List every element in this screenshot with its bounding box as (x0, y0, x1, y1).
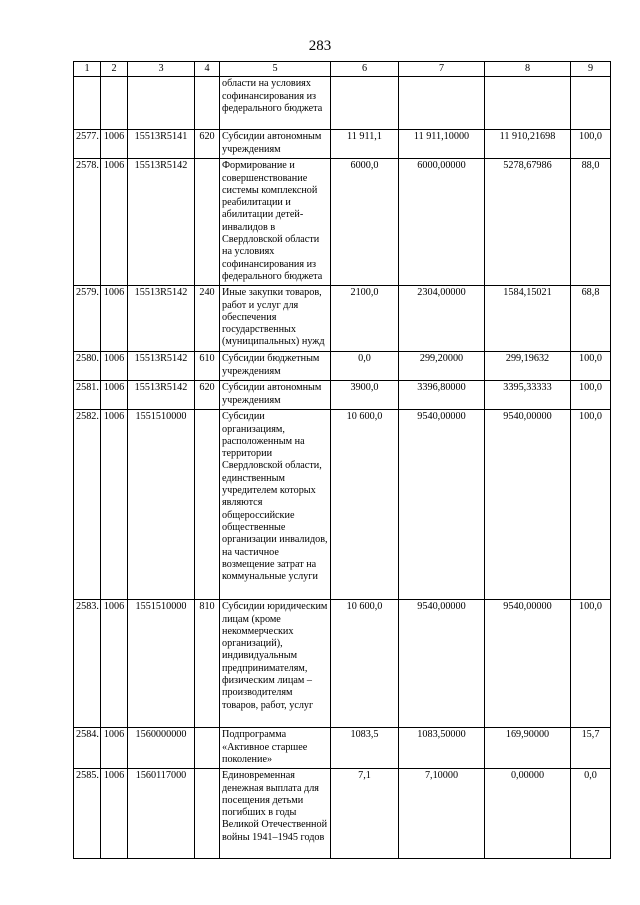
column-header: 3 (128, 62, 195, 77)
table-row (74, 77, 611, 130)
updated-amount: 9540,00000 (399, 410, 485, 600)
expense-type-code (195, 77, 220, 130)
executed-amount: 169,90000 (485, 728, 571, 769)
row-number: 2580. (74, 352, 101, 381)
execution-percent: 88,0 (571, 159, 611, 286)
section-code: 1006 (101, 159, 128, 286)
column-header: 9 (571, 62, 611, 77)
column-header: 2 (101, 62, 128, 77)
executed-amount: 1584,15021 (485, 286, 571, 352)
column-header: 7 (399, 62, 485, 77)
section-code: 1006 (101, 352, 128, 381)
planned-amount: 10 600,0 (331, 600, 399, 728)
item-name: Формирование и совершенствование системы комплексной реабилитации и абилитации детей-инвалидов в Свердловской области на условиях софинансирования из федерального бюджета (220, 159, 331, 286)
execution-percent: 100,0 (571, 130, 611, 159)
expense-type-code (195, 769, 220, 859)
table-row (74, 286, 611, 352)
updated-amount (399, 77, 485, 130)
target-article-code: 15513R5141 (128, 130, 195, 159)
item-name: Субсидии юридическим лицам (кроме некоммерческих организаций), индивидуальным предпринимателям, физическим лицам – производителям товаров, работ, услуг (220, 600, 331, 728)
target-article-code: 15513R5142 (128, 286, 195, 352)
execution-percent (571, 77, 611, 130)
updated-amount: 7,10000 (399, 769, 485, 859)
executed-amount: 3395,33333 (485, 381, 571, 410)
planned-amount: 10 600,0 (331, 410, 399, 600)
expense-type-code: 240 (195, 286, 220, 352)
execution-percent: 0,0 (571, 769, 611, 859)
planned-amount: 1083,5 (331, 728, 399, 769)
row-number: 2577. (74, 130, 101, 159)
column-header: 5 (220, 62, 331, 77)
execution-percent: 15,7 (571, 728, 611, 769)
section-code: 1006 (101, 410, 128, 600)
column-header: 1 (74, 62, 101, 77)
item-name: Подпрограмма «Активное старшее поколение» (220, 728, 331, 769)
executed-amount: 9540,00000 (485, 410, 571, 600)
table-row (74, 130, 611, 159)
updated-amount: 9540,00000 (399, 600, 485, 728)
item-name: Субсидии автономным учреждениям (220, 130, 331, 159)
executed-amount: 299,19632 (485, 352, 571, 381)
row-number: 2584. (74, 728, 101, 769)
table-row (74, 352, 611, 381)
expense-type-code (195, 159, 220, 286)
executed-amount: 5278,67986 (485, 159, 571, 286)
page-number: 283 (308, 38, 332, 54)
updated-amount: 2304,00000 (399, 286, 485, 352)
expense-type-code (195, 728, 220, 769)
expense-type-code: 620 (195, 130, 220, 159)
executed-amount: 0,00000 (485, 769, 571, 859)
planned-amount: 3900,0 (331, 381, 399, 410)
executed-amount (485, 77, 571, 130)
target-article-code: 15513R5142 (128, 381, 195, 410)
row-number: 2579. (74, 286, 101, 352)
section-code: 1006 (101, 286, 128, 352)
expense-type-code: 810 (195, 600, 220, 728)
table-row (74, 381, 611, 410)
expense-type-code: 620 (195, 381, 220, 410)
planned-amount: 6000,0 (331, 159, 399, 286)
target-article-code: 1560117000 (128, 769, 195, 859)
section-code: 1006 (101, 600, 128, 728)
header-row (74, 62, 611, 77)
execution-percent: 100,0 (571, 410, 611, 600)
table-row (74, 769, 611, 859)
row-number: 2583. (74, 600, 101, 728)
table-row (74, 410, 611, 600)
item-name: Субсидии автономным учреждениям (220, 381, 331, 410)
column-header: 4 (195, 62, 220, 77)
section-code: 1006 (101, 728, 128, 769)
target-article-code: 1560000000 (128, 728, 195, 769)
row-number (74, 77, 101, 130)
item-name: Субсидии организациям, расположенным на территории Свердловской области, единственным учредителем которых являются общероссийские общественные организации инвалидов, на частичное возмещение затрат на коммунальные услуги (220, 410, 331, 600)
item-name: области на условиях софинансирования из федерального бюджета (220, 77, 331, 130)
item-name: Иные закупки товаров, работ и услуг для обеспечения государственных (муниципальных) нужд (220, 286, 331, 352)
expense-type-code (195, 410, 220, 600)
column-header: 8 (485, 62, 571, 77)
section-code: 1006 (101, 769, 128, 859)
execution-percent: 68,8 (571, 286, 611, 352)
target-article-code: 1551510000 (128, 600, 195, 728)
planned-amount: 2100,0 (331, 286, 399, 352)
column-header: 6 (331, 62, 399, 77)
budget-table (73, 61, 611, 859)
updated-amount: 3396,80000 (399, 381, 485, 410)
table-row (74, 728, 611, 769)
target-article-code: 1551510000 (128, 410, 195, 600)
item-name: Субсидии бюджетным учреждениям (220, 352, 331, 381)
updated-amount: 299,20000 (399, 352, 485, 381)
executed-amount: 9540,00000 (485, 600, 571, 728)
item-name: Единовременная денежная выплата для посещения детьми погибших в годы Великой Отечественной войны 1941–1945 годов (220, 769, 331, 859)
row-number: 2578. (74, 159, 101, 286)
row-number: 2585. (74, 769, 101, 859)
target-article-code (128, 77, 195, 130)
planned-amount: 7,1 (331, 769, 399, 859)
updated-amount: 1083,50000 (399, 728, 485, 769)
planned-amount: 0,0 (331, 352, 399, 381)
section-code: 1006 (101, 130, 128, 159)
execution-percent: 100,0 (571, 352, 611, 381)
execution-percent: 100,0 (571, 381, 611, 410)
execution-percent: 100,0 (571, 600, 611, 728)
section-code (101, 77, 128, 130)
updated-amount: 11 911,10000 (399, 130, 485, 159)
section-code: 1006 (101, 381, 128, 410)
row-number: 2582. (74, 410, 101, 600)
expense-type-code: 610 (195, 352, 220, 381)
planned-amount: 11 911,1 (331, 130, 399, 159)
row-number: 2581. (74, 381, 101, 410)
planned-amount (331, 77, 399, 130)
executed-amount: 11 910,21698 (485, 130, 571, 159)
updated-amount: 6000,00000 (399, 159, 485, 286)
target-article-code: 15513R5142 (128, 159, 195, 286)
target-article-code: 15513R5142 (128, 352, 195, 381)
table-row (74, 600, 611, 728)
table-row (74, 159, 611, 286)
